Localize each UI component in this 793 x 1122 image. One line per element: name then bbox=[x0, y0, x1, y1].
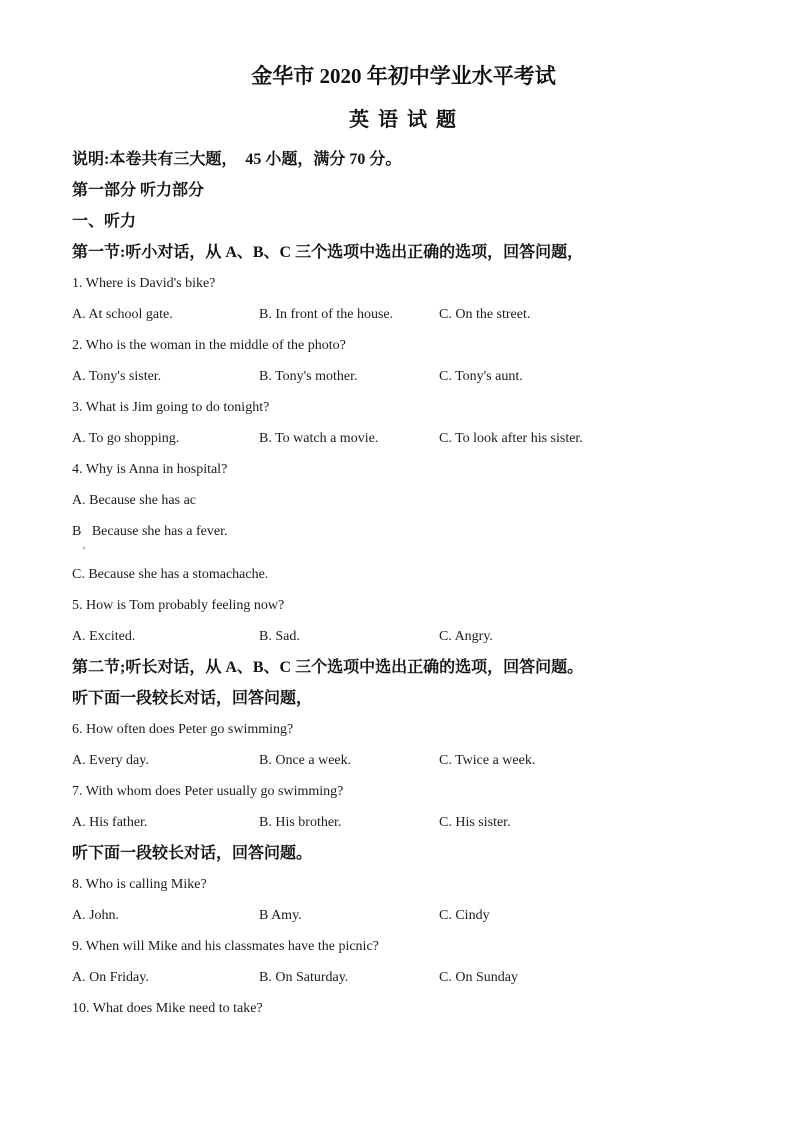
section2-instruction: 第二节;听长对话，从 A、B、C 三个选项中选出正确的选项，回答问题。 bbox=[72, 659, 584, 676]
question-8-text: 8. Who is calling Mike? bbox=[72, 877, 207, 892]
exam-subtitle: 英 语 试 题 bbox=[349, 109, 458, 131]
stray-mark: ' bbox=[83, 545, 85, 557]
question-7-text: 7. With whom does Peter usually go swimming? bbox=[72, 784, 344, 799]
question-6-text: 6. How often does Peter go swimming? bbox=[72, 722, 294, 737]
question-3-option-c: C. To look after his sister. bbox=[439, 431, 583, 446]
question-6-options bbox=[72, 745, 735, 776]
question-1-option-a: A. At school gate. bbox=[72, 307, 173, 322]
listening-heading: 一、听力 bbox=[72, 213, 137, 230]
question-8-option-a: A. John. bbox=[72, 908, 120, 923]
exam-note: 说明:本卷共有三大题， 45 小题，满分 70 分。 bbox=[72, 151, 402, 168]
question-5-options bbox=[72, 621, 735, 652]
question-5-option-b: B. Sad. bbox=[259, 629, 300, 644]
question-9-option-c: C. On Sunday bbox=[439, 970, 518, 985]
question-4-option-a: A. Because she has ac bbox=[72, 493, 197, 508]
listen-prompt-2: 听下面一段较长对话，回答问题。 bbox=[72, 845, 313, 862]
part1-heading: 第一部分 听力部分 bbox=[72, 182, 205, 199]
question-6-option-b: B. Once a week. bbox=[259, 753, 352, 768]
question-1-option-b: B. In front of the house. bbox=[259, 307, 394, 322]
question-3-options bbox=[72, 423, 735, 454]
question-6-option-c: C. Twice a week. bbox=[439, 753, 536, 768]
question-1-option-c: C. On the street. bbox=[439, 307, 531, 322]
exam-title: 金华市 2020 年初中学业水平考试 bbox=[251, 64, 556, 88]
question-2-text: 2. Who is the woman in the middle of the photo? bbox=[72, 338, 346, 353]
question-1-text: 1. Where is David's bike? bbox=[72, 276, 216, 291]
question-5-option-a: A. Excited. bbox=[72, 629, 136, 644]
listen-prompt-1: 听下面一段较长对话，回答问题， bbox=[72, 690, 313, 707]
question-7-options bbox=[72, 807, 735, 838]
question-2-options bbox=[72, 361, 735, 392]
question-2-option-a: A. Tony's sister. bbox=[72, 369, 162, 384]
question-1-options bbox=[72, 299, 735, 330]
question-8-option-b: B Amy. bbox=[259, 908, 302, 923]
question-4-text: 4. Why is Anna in hospital? bbox=[72, 462, 228, 477]
question-3-option-b: B. To watch a movie. bbox=[259, 431, 379, 446]
question-3-option-a: A. To go shopping. bbox=[72, 431, 180, 446]
question-9-options bbox=[72, 962, 735, 993]
question-7-option-a: A. His father. bbox=[72, 815, 148, 830]
question-8-options bbox=[72, 900, 735, 931]
question-9-text: 9. When will Mike and his classmates have the picnic? bbox=[72, 939, 379, 954]
section1-instruction: 第一节:听小对话，从 A、B、C 三个选项中选出正确的选项，回答问题， bbox=[72, 244, 584, 261]
question-10-text: 10. What does Mike need to take? bbox=[72, 1001, 263, 1016]
question-2-option-b: B. Tony's mother. bbox=[259, 369, 358, 384]
question-5-option-c: C. Angry. bbox=[439, 629, 493, 644]
question-4-option-c: C. Because she has a stomachache. bbox=[72, 567, 269, 582]
question-7-option-c: C. His sister. bbox=[439, 815, 511, 830]
question-2-option-c: C. Tony's aunt. bbox=[439, 369, 523, 384]
question-4-option-b: B Because she has a fever. bbox=[72, 524, 228, 539]
question-7-option-b: B. His brother. bbox=[259, 815, 342, 830]
question-8-option-c: C. Cindy bbox=[439, 908, 490, 923]
question-5-text: 5. How is Tom probably feeling now? bbox=[72, 598, 285, 613]
question-9-option-a: A. On Friday. bbox=[72, 970, 149, 985]
question-9-option-b: B. On Saturday. bbox=[259, 970, 349, 985]
question-3-text: 3. What is Jim going to do tonight? bbox=[72, 400, 270, 415]
question-6-option-a: A. Every day. bbox=[72, 753, 149, 768]
